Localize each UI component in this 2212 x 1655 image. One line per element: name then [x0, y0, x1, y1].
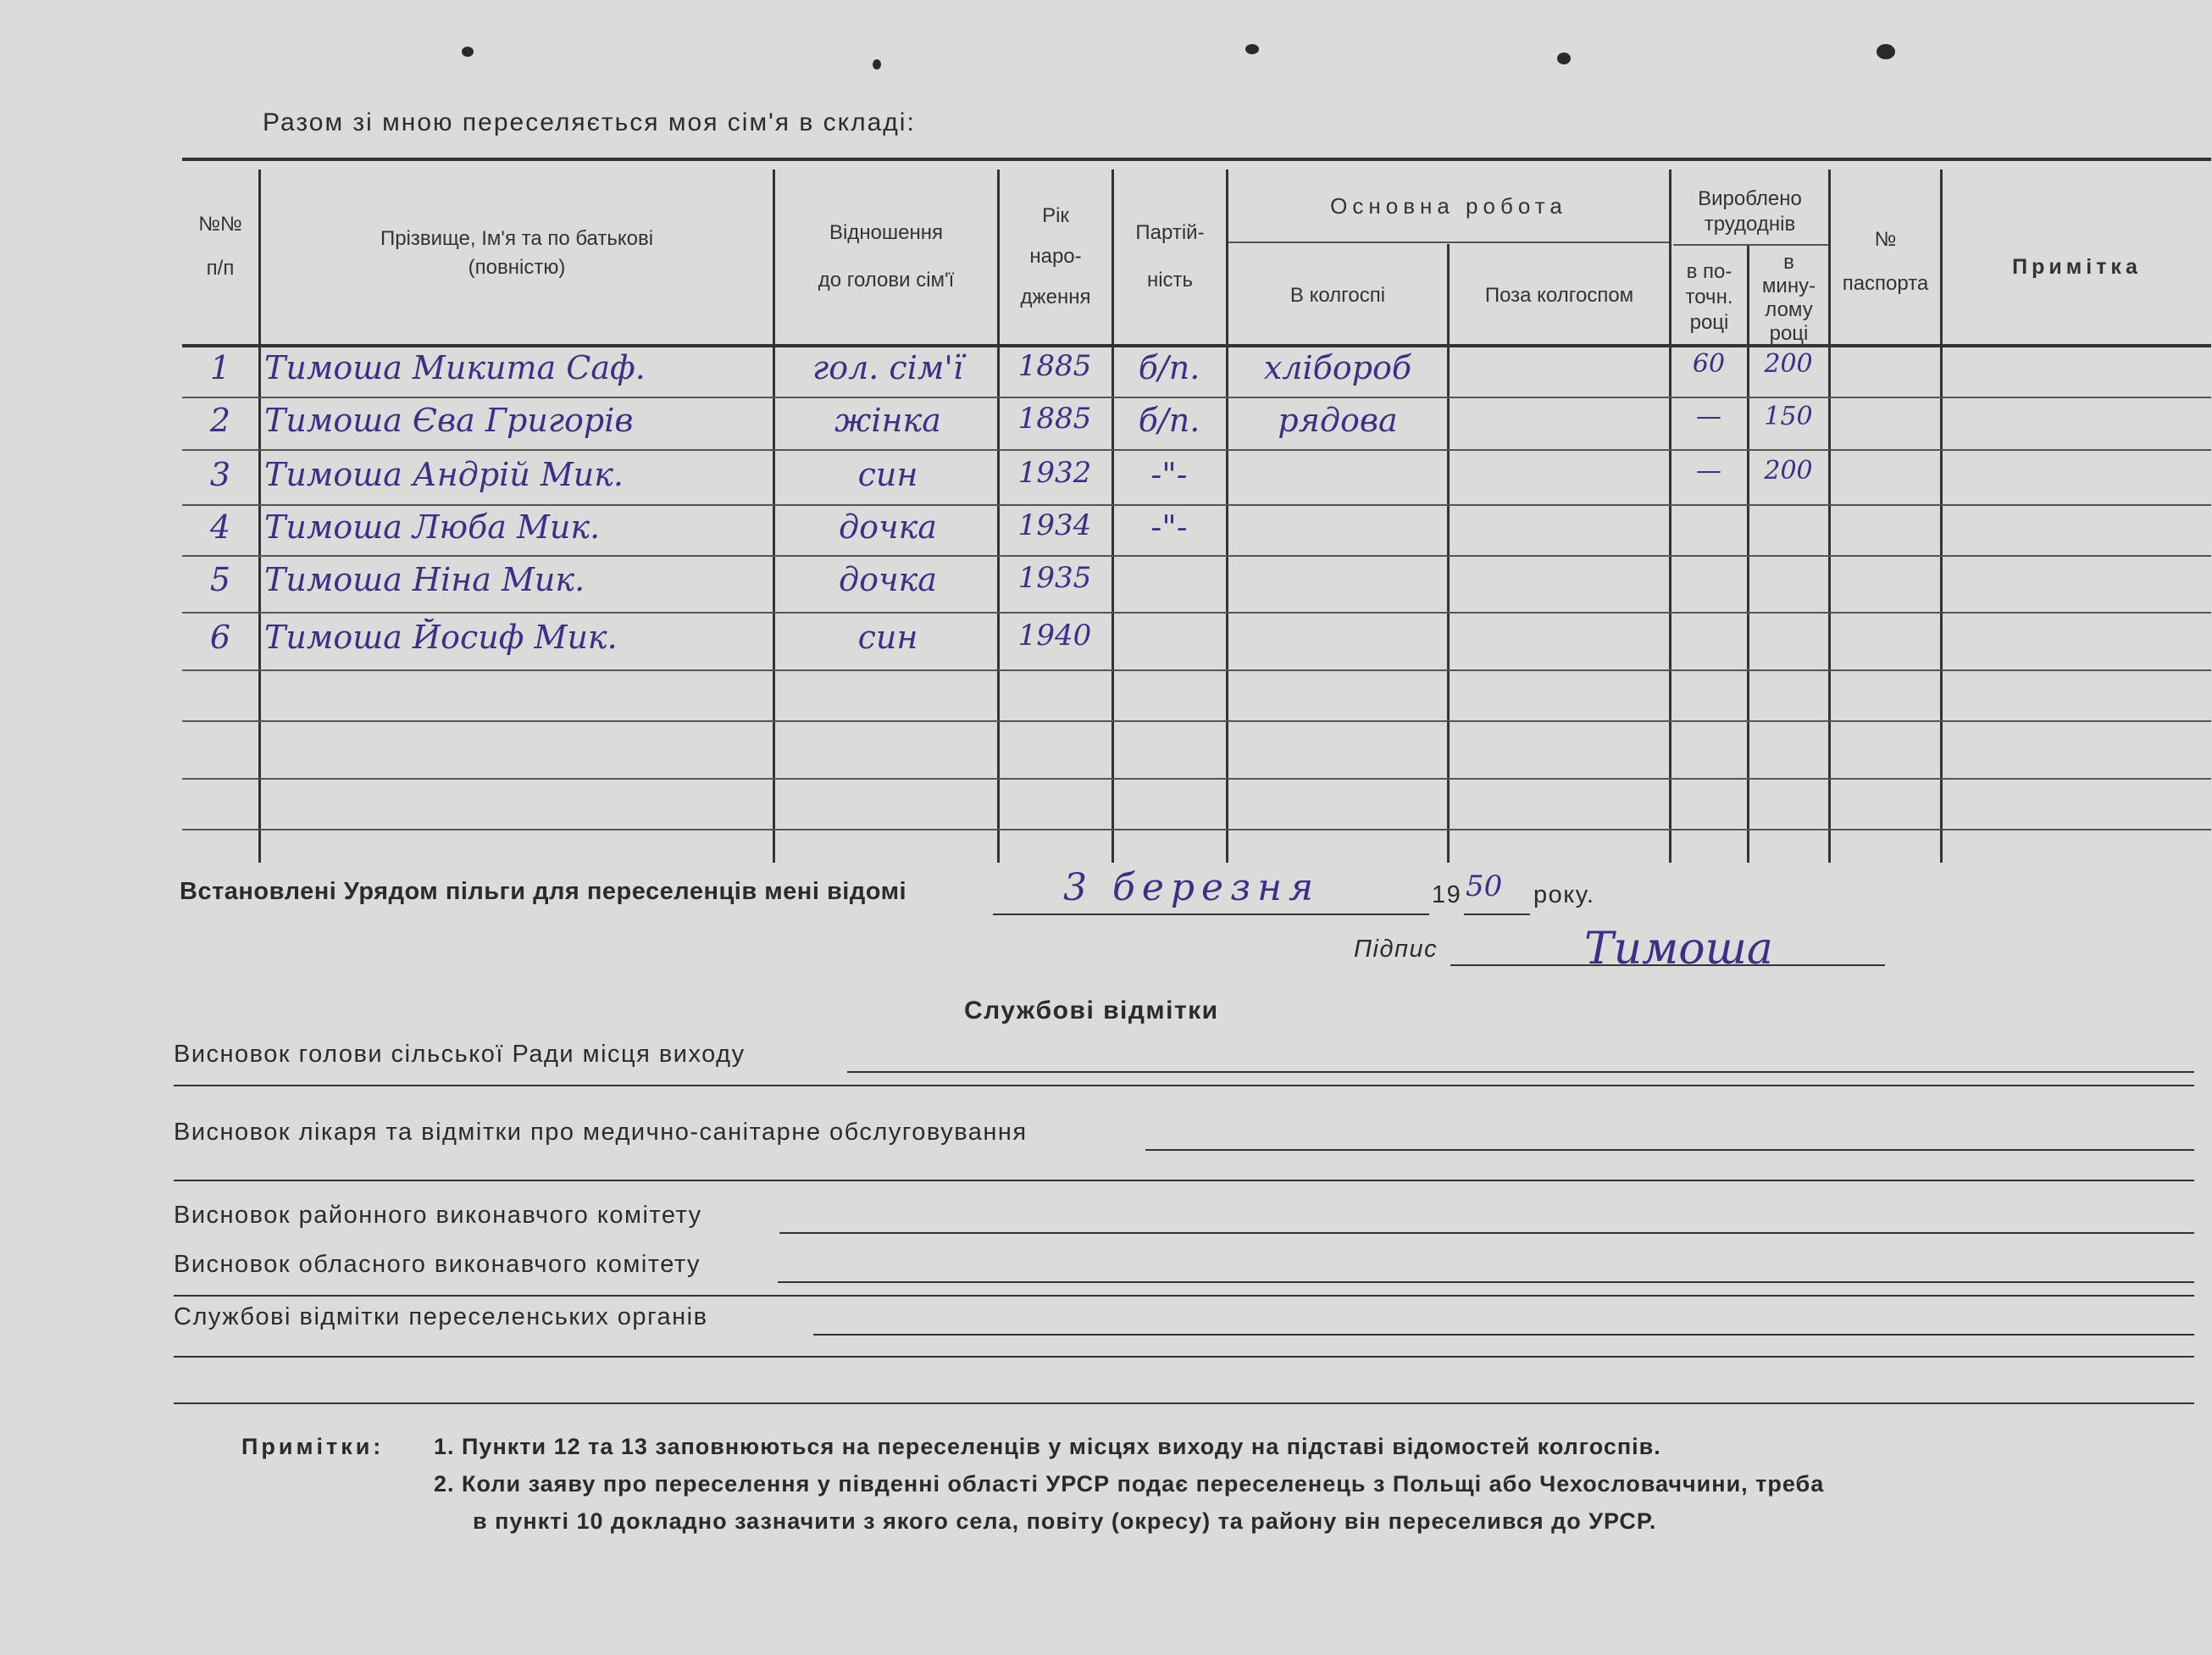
cell-num: 5 [209, 561, 231, 598]
date-handwritten: 3 березня [1063, 866, 1321, 909]
cell-relation: син [857, 619, 918, 656]
cell-party: -"- [1150, 508, 1188, 546]
header-birth-year: Рік наро- дження [1020, 204, 1091, 308]
service-line-label: Службові відмітки переселенських органів [174, 1303, 708, 1330]
cell-year: 1885 [1017, 402, 1092, 436]
cell-wd-current: — [1696, 402, 1721, 431]
header-note: Примітка [2012, 255, 2142, 279]
punch-hole [1245, 44, 1259, 54]
cell-relation: жінка [834, 402, 941, 439]
header-workdays: Вироблено трудоднів [1698, 187, 1802, 236]
cell-wd-last: 200 [1764, 349, 1813, 379]
header-wd-current: в по- точн. році [1685, 260, 1733, 334]
year-suffix: 50 [1466, 869, 1503, 903]
service-underline [1145, 1149, 2194, 1151]
cell-party: б/п. [1138, 349, 1200, 386]
cell-year: 1885 [1017, 349, 1092, 383]
row-line [182, 612, 2211, 614]
service-line-label: Висновок лікаря та відмітки про медично-санітарне обслуговування [174, 1119, 1028, 1146]
cell-relation: гол. сім'ї [812, 349, 963, 386]
punch-hole [873, 59, 881, 69]
service-underline [779, 1232, 2194, 1234]
note-2a: 2. Коли заяву про переселення у південні області УРСР подає переселенець з Польщі або Чехословаччини, треба [434, 1471, 1825, 1497]
col-line [1447, 244, 1450, 863]
row-line [182, 555, 2211, 557]
workdays-sub-border [1673, 244, 1828, 246]
service-blank-line [174, 1402, 2194, 1404]
table-top-border [182, 158, 2211, 161]
service-underline [778, 1281, 2194, 1283]
privileges-text: Встановлені Урядом пільги для переселенців мені відомі [180, 878, 907, 905]
row-line [182, 778, 2211, 780]
row-line [182, 669, 2211, 671]
cell-party: б/п. [1138, 402, 1200, 439]
year-word: року. [1533, 881, 1595, 908]
work-sub-border [1228, 242, 1669, 243]
header-name: Прізвище, Ім'я та по батькові (повністю) [380, 227, 654, 279]
cell-name: Тимоша Микита Саф. [264, 349, 646, 386]
header-wd-last: в мину- лому році [1761, 251, 1816, 345]
service-blank-line [174, 1356, 2194, 1358]
cell-year: 1935 [1017, 561, 1092, 595]
cell-relation: дочка [839, 561, 937, 598]
year-prefix: 19 [1432, 881, 1462, 908]
header-work-out: Поза колгоспом [1484, 284, 1634, 307]
service-line-label: Висновок районного виконавчого комітету [174, 1202, 702, 1229]
cell-name: Тимоша Люба Мик. [264, 508, 601, 546]
header-main-work: Основна робота [1330, 193, 1567, 219]
table-header-border [182, 344, 2211, 347]
cell-year: 1940 [1017, 619, 1092, 653]
cell-work-in: рядова [1278, 402, 1398, 439]
service-blank-line [174, 1295, 2194, 1297]
header-num: №№ п/п [198, 213, 242, 280]
row-line [182, 829, 2211, 830]
cell-year: 1934 [1017, 508, 1092, 542]
note-2b: в пункті 10 докладно зазначити з якого села, повіту (окресу) та району він переселився до УРСР. [473, 1508, 1657, 1534]
header-passport: № паспорта [1842, 228, 1929, 295]
intro-text: Разом зі мною переселяється моя сім'я в складі: [263, 108, 916, 136]
cell-num: 4 [209, 508, 231, 546]
cell-num: 6 [209, 619, 231, 656]
service-blank-line [174, 1085, 2194, 1086]
cell-name: Тимоша Єва Григорів [264, 402, 634, 439]
col-line [1226, 169, 1228, 863]
service-underline [813, 1334, 2194, 1336]
notes-label: Примітки: [241, 1434, 385, 1459]
cell-name: Тимоша Андрій Мик. [264, 456, 624, 493]
row-line [182, 397, 2211, 398]
service-line-label: Висновок обласного виконавчого комітету [174, 1251, 701, 1278]
header-relation: Відношення до голови сім'ї [818, 221, 955, 292]
year-underline [1464, 914, 1530, 915]
header-party: Партій- ність [1135, 221, 1205, 292]
cell-num: 1 [209, 349, 231, 386]
date-underline [993, 914, 1429, 915]
cell-wd-last: 200 [1764, 456, 1813, 486]
cell-num: 2 [209, 402, 231, 439]
signature-label: Підпис [1354, 936, 1439, 963]
cell-name: Тимоша Ніна Мик. [264, 561, 585, 598]
cell-wd-current: 60 [1692, 349, 1726, 379]
row-line [182, 504, 2211, 506]
cell-wd-last: 150 [1764, 402, 1813, 431]
punch-hole [462, 47, 474, 57]
signature: Тимоша [1584, 924, 1773, 975]
cell-name: Тимоша Йосиф Мик. [264, 619, 618, 656]
header-work-in: В колгоспі [1289, 284, 1386, 307]
service-line-label: Висновок голови сільської Ради місця виходу [174, 1041, 746, 1068]
row-line [182, 449, 2211, 451]
cell-wd-current: — [1696, 456, 1721, 486]
row-line [182, 720, 2211, 722]
cell-num: 3 [209, 456, 231, 493]
cell-work-in: хлібороб [1263, 349, 1412, 386]
cell-party: -"- [1150, 456, 1188, 493]
cell-relation: син [857, 456, 918, 493]
service-blank-line [174, 1180, 2194, 1181]
note-1: 1. Пункти 12 та 13 заповнюються на переселенців у місцях виходу на підставі відомостей колгоспів. [434, 1434, 1661, 1459]
service-underline [847, 1071, 2194, 1073]
punch-hole [1877, 44, 1895, 59]
cell-year: 1932 [1017, 456, 1092, 490]
cell-relation: дочка [839, 508, 937, 546]
service-title: Службові відмітки [964, 997, 1219, 1025]
punch-hole [1557, 53, 1571, 64]
